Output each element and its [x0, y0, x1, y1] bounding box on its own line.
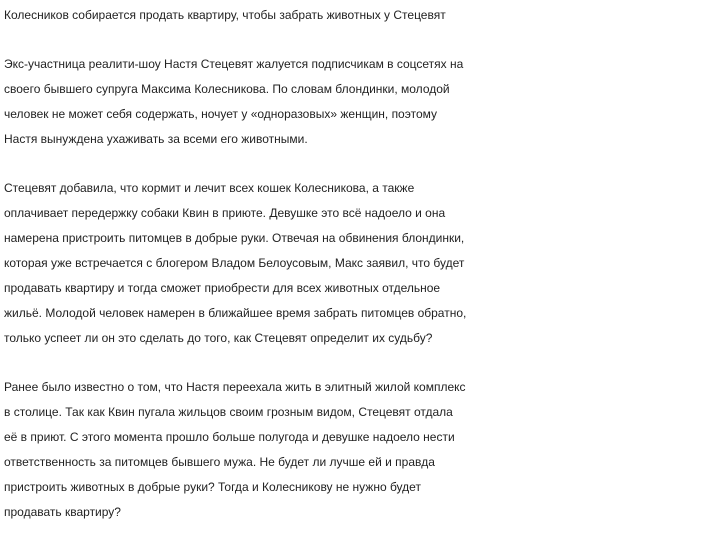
text-line: пристроить животных в добрые руки? Тогда и Колесникову не нужно будет [4, 480, 421, 494]
text-line: Стецевят добавила, что кормит и лечит всех кошек Колесникова, а также [4, 181, 415, 195]
article [4, 0, 708, 525]
text-line: Настя вынуждена ухаживать за всеми его животными. [4, 132, 308, 146]
paragraph-1 [4, 52, 708, 152]
paragraph-2 [4, 176, 708, 351]
text-line: намерена пристроить питомцев в добрые руки. Отвечая на обвинения блондинки, [4, 231, 465, 245]
paragraph-3 [4, 375, 708, 525]
text-line: ответственность за питомцев бывшего мужа. Не будет ли лучше ей и правда [4, 455, 435, 469]
text-line: жильё. Молодой человек намерен в ближайшее время забрать питомцев обратно, [4, 306, 467, 320]
text-line: продавать квартиру? [4, 505, 121, 519]
text-line: своего бывшего супруга Максима Колесникова. По словам блондинки, молодой [4, 82, 450, 96]
text-line: которая уже встречается с блогером Владом Белоусовым, Макс заявил, что будет [4, 256, 465, 270]
article-title: Колесников собирается продать квартиру, чтобы забрать животных у Стецевят [4, 8, 446, 22]
text-line: Экс-участница реалити-шоу Настя Стецевят жалуется подписчикам в соцсетях на [4, 57, 464, 71]
text-line: только успеет ли он это сделать до того, как Стецевят определит их судьбу? [4, 331, 433, 345]
text-line: в столице. Так как Квин пугала жильцов своим грозным видом, Стецевят отдала [4, 405, 453, 419]
text-line: продавать квартиру и тогда сможет приобрести для всех животных отдельное [4, 281, 441, 295]
text-line: её в приют. С этого момента прошло больше полугода и девушке надоело нести [4, 430, 455, 444]
text-line: Ранее было известно о том, что Настя переехала жить в элитный жилой комплекс [4, 380, 466, 394]
text-line: человек не может себя содержать, ночует у «одноразовых» женщин, поэтому [4, 107, 438, 121]
text-line: оплачивает передержку собаки Квин в приюте. Девушке это всё надоело и она [4, 206, 446, 220]
